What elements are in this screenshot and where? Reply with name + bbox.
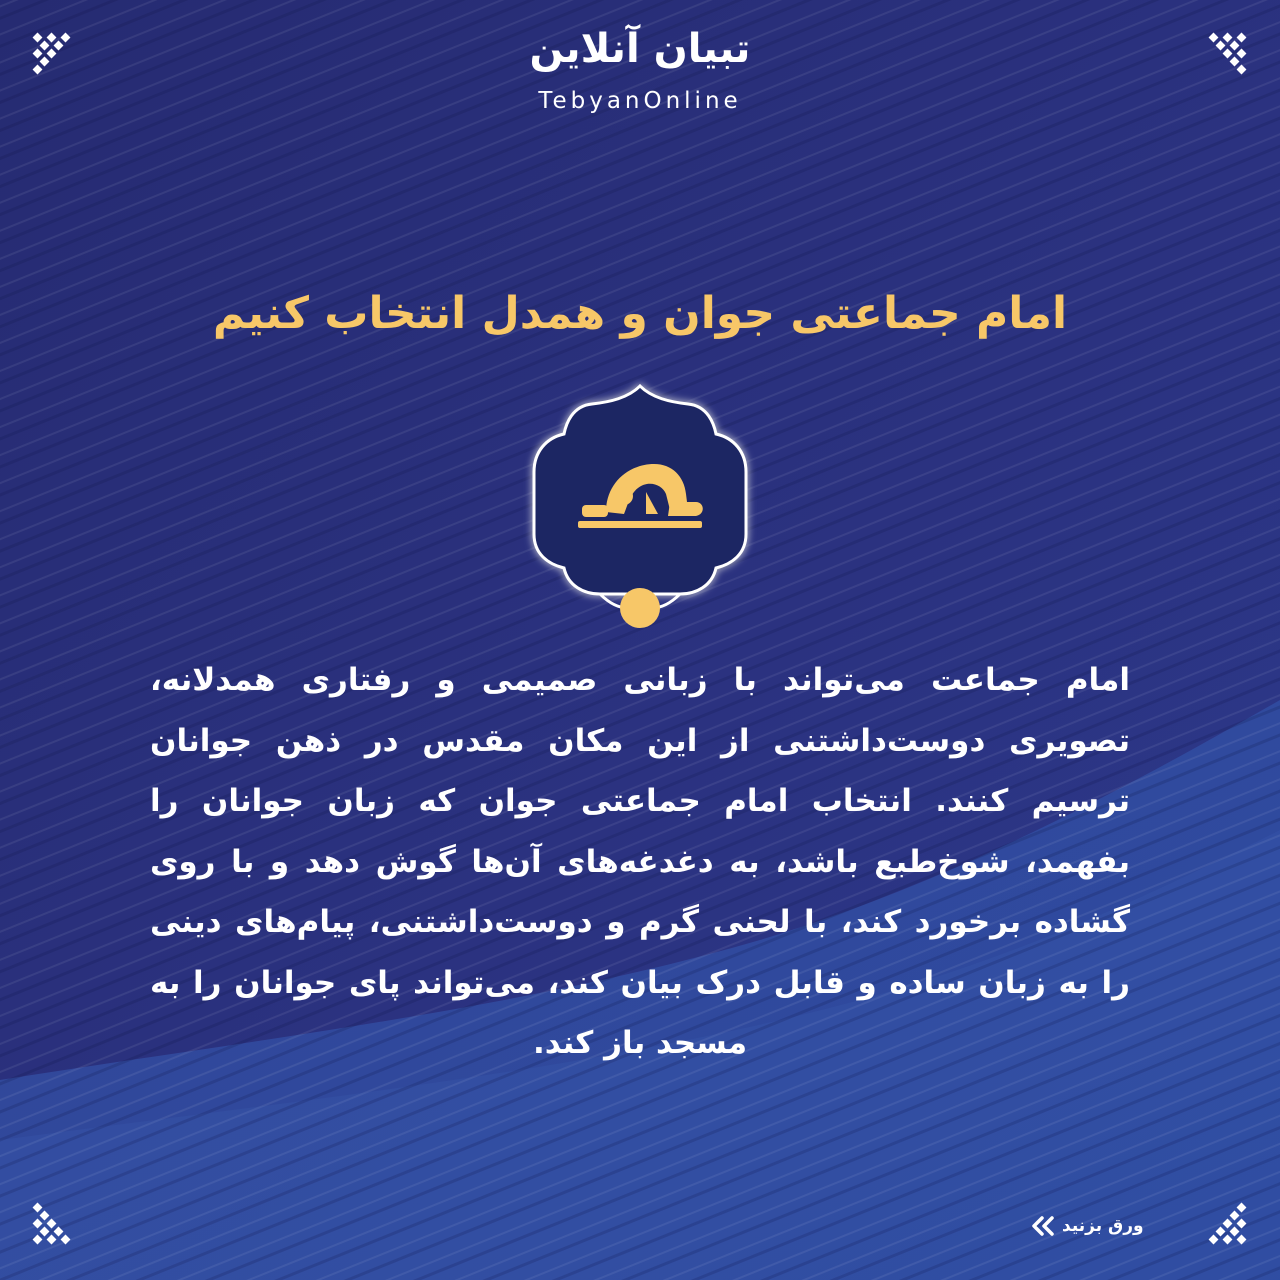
swipe-label: ورق بزنید (1062, 1216, 1144, 1236)
corner-ornament-bottom-left (30, 1200, 74, 1244)
corner-ornament-top-left (30, 30, 74, 74)
corner-ornament-bottom-right (1206, 1200, 1250, 1244)
corner-ornament-top-right (1206, 30, 1250, 74)
brand-logo-english: TebyanOnline (538, 88, 742, 114)
swipe-hint[interactable] (1030, 1211, 1144, 1241)
emblem-frame (520, 372, 760, 632)
double-chevron-icon (1030, 1216, 1056, 1236)
body-paragraph: امام جماعت می‌تواند با زبانی صمیمی و رفتاری همدلانه، تصویری دوست‌داشتنی از این مکان مقدس در ذهن جوانان ترسیم کنند. انتخاب امام جماعتی جوان که زبان جوانان را بفهمد، شوخ‌طبع باشد، به دغدغه‌های آن‌ها گوش دهد و با روی گشاده برخورد کند، با لحنی گرم و دوست‌داشتنی، پیام‌های دینی را به زبان ساده و قابل درک بیان کند، می‌تواند پای جوانان را به مسجد باز کند. (150, 662, 1130, 1061)
page-title: امام جماعتی جوان و همدل انتخاب کنیم (212, 288, 1068, 339)
brand-logo-persian: تبیان آنلاین (529, 26, 751, 72)
